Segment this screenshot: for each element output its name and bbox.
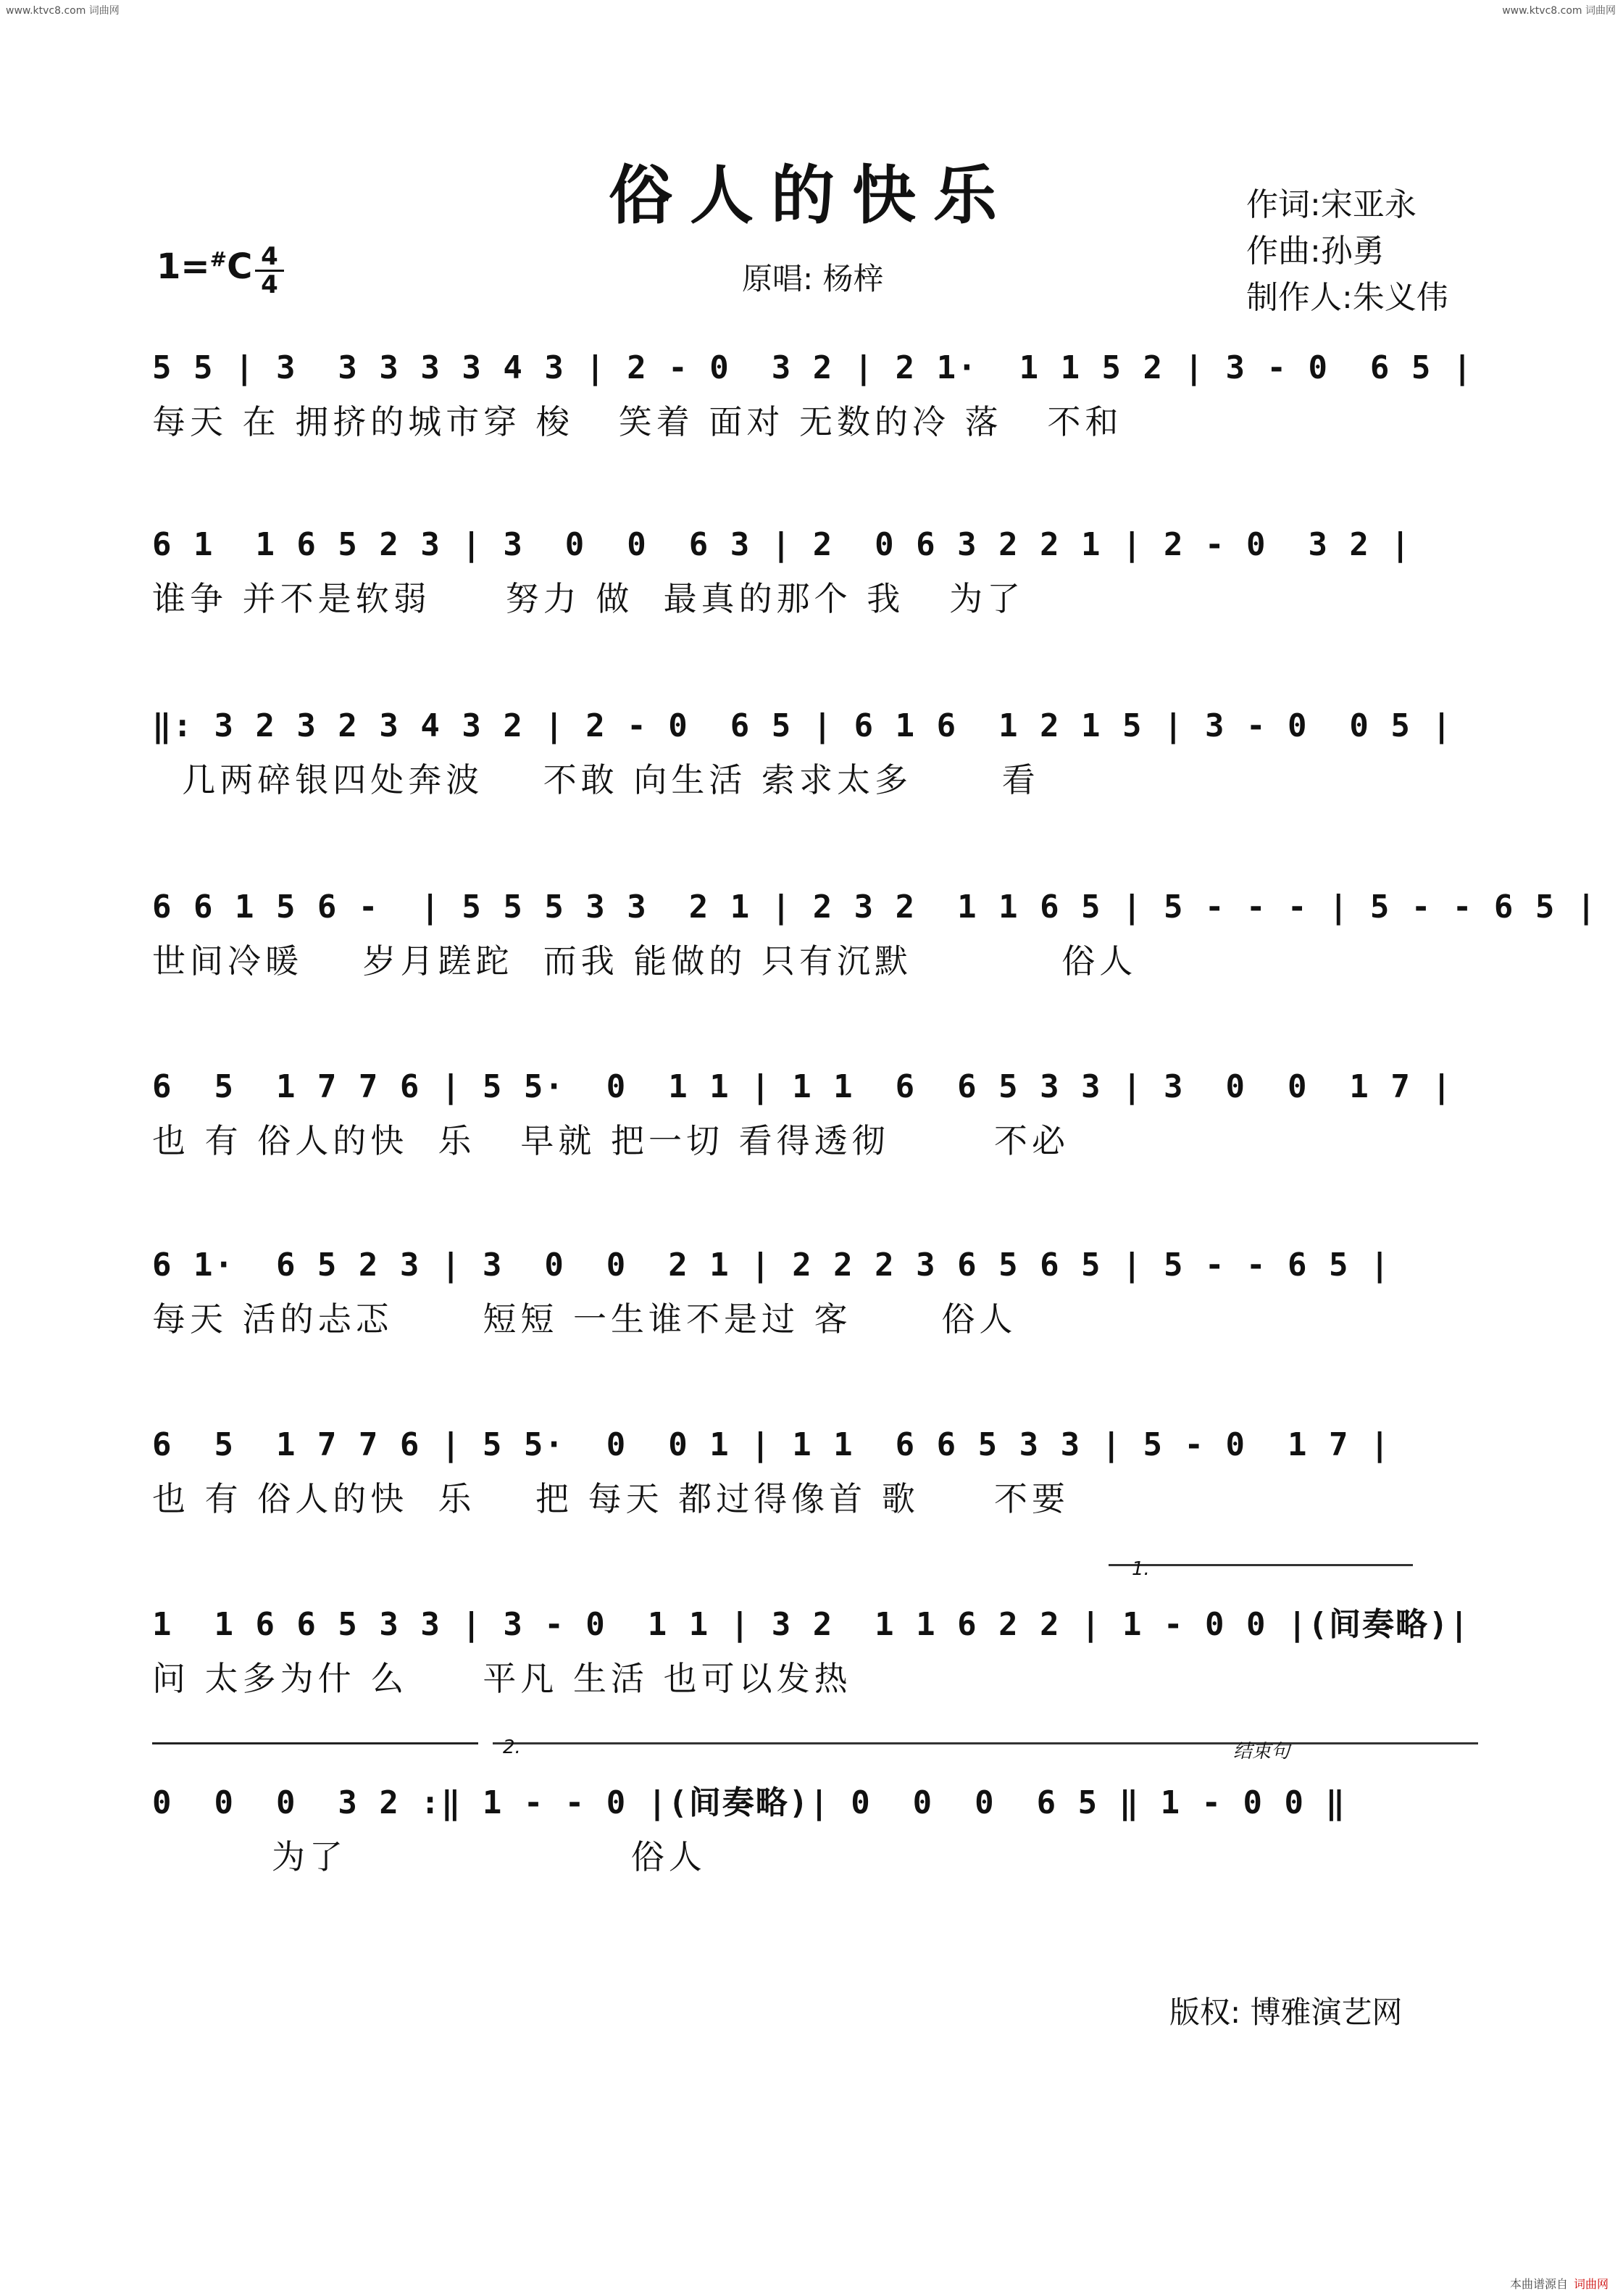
score-system-8	[152, 1558, 1478, 1700]
copyright: 版权: 博雅演艺网	[1169, 1995, 1403, 2030]
score-system-9	[152, 1736, 1478, 1879]
lyricist-credit	[1246, 178, 1417, 225]
score-system-2	[152, 522, 1478, 620]
key-signature	[157, 246, 252, 287]
key-note: C	[227, 246, 253, 287]
bottom-watermark-text: 本曲谱源自	[1509, 2277, 1568, 2291]
lyrics-line: 问 太多为什 么 平凡 生活 也可以发热	[152, 1659, 852, 1698]
lyrics-line: 每天 活的忐忑 短短 一生谁不是过 客 俗人	[152, 1299, 1017, 1339]
lyrics-line: 世间冷暖 岁月蹉跎 而我 能做的 只有沉默 俗人	[152, 941, 1138, 981]
notes-line: 6 1 1 6 5 2 3 | 3 0 0 6 3 | 2 0 6 3 2 2 1 | 2 - 0 3 2 |	[152, 526, 1411, 563]
key-prefix: 1=	[157, 246, 210, 287]
lyrics-line: 每天 在 拥挤的城市穿 梭 笑着 面对 无数的冷 落 不和	[152, 402, 1123, 441]
time-signature	[255, 242, 284, 299]
score-system-3	[152, 703, 1478, 802]
credit-label: 作词:	[1246, 186, 1321, 223]
lyrics-line: 也 有 俗人的快 乐 早就 把一切 看得透彻 不必	[152, 1121, 1069, 1160]
volta-2-bracket	[493, 1742, 1275, 1744]
notes-line: 1 1 6 6 5 3 3 | 3 - 0 1 1 | 3 2 1 1 6 2 2 | 1 - 0 0 |(间奏略)|	[152, 1606, 1470, 1643]
lyrics-line: 几两碎银四处奔波 不敢 向生活 索求太多 看	[152, 760, 1040, 799]
notes-line: 6 5 1 7 7 6 | 5 5· 0 0 1 | 1 1 6 6 5 3 3 | 5 - 0 1 7 |	[152, 1426, 1391, 1463]
original-singer: 原唱: 杨梓	[742, 261, 884, 296]
score-system-6	[152, 1242, 1478, 1341]
notes-line: 6 1· 6 5 2 3 | 3 0 0 2 1 | 2 2 2 3 6 5 6 5 | 5 - - 6 5 |	[152, 1247, 1391, 1284]
volta-1-bracket	[1109, 1564, 1413, 1566]
score-system-5	[152, 1064, 1478, 1162]
notes-line: 5 5 | 3 3 3 3 3 4 3 | 2 - 0 3 2 | 2 1· 1 1 5 2 | 3 - 0 6 5 |	[152, 349, 1474, 386]
notes-line: ‖: 3 2 3 2 3 4 3 2 | 2 - 0 6 5 | 6 1 6 1 2 1 5 | 3 - 0 0 5 |	[152, 707, 1453, 744]
song-title: 俗人的快乐	[608, 157, 1014, 233]
volta-1-continuation	[152, 1742, 478, 1744]
lyrics-line: 也 有 俗人的快 乐 把 每天 都过得像首 歌 不要	[152, 1479, 1069, 1518]
notes-line: 0 0 0 3 2 :‖ 1 - - 0 |(间奏略)| 0 0 0 6 5 ‖ 1 - 0 0 ‖	[152, 1784, 1346, 1821]
composer-credit	[1246, 225, 1385, 271]
credit-value: 朱义伟	[1352, 279, 1448, 316]
time-signature-bottom: 4	[261, 270, 278, 299]
notes-line: 6 5 1 7 7 6 | 5 5· 0 1 1 | 1 1 6 6 5 3 3 | 3 0 0 1 7 |	[152, 1068, 1453, 1105]
sharp-sign: #	[209, 247, 228, 271]
volta-2-label: 2.	[503, 1736, 521, 1758]
lyrics-line: 为了 俗人	[152, 1837, 706, 1876]
notes-line: 6 6 1 5 6 - | 5 5 5 3 3 2 1 | 2 3 2 1 1 6 5 | 5 - - - | 5 - - 6 5 |	[152, 889, 1598, 926]
credit-value: 宋亚永	[1320, 186, 1417, 223]
bottom-watermark-site: 词曲网	[1573, 2277, 1609, 2291]
time-signature-top: 4	[261, 242, 278, 271]
ending-label: 结束句	[1233, 1741, 1290, 1763]
score-system-4	[152, 884, 1598, 983]
watermark-left: www.ktvc8.com 词曲网	[6, 5, 120, 17]
lyrics-line: 谁争 并不是软弱 努力 做 最真的那个 我 为了	[152, 579, 1025, 618]
producer-credit	[1246, 271, 1448, 317]
score-system-1	[152, 345, 1478, 444]
volta-1-label: 1.	[1132, 1558, 1150, 1580]
score-system-7	[152, 1422, 1478, 1521]
credit-label: 制作人:	[1246, 279, 1353, 316]
credit-label: 作曲:	[1246, 233, 1321, 270]
credit-value: 孙勇	[1320, 233, 1385, 270]
watermark-right: www.ktvc8.com 词曲网	[1502, 5, 1616, 17]
bottom-watermark	[1510, 2275, 1609, 2292]
